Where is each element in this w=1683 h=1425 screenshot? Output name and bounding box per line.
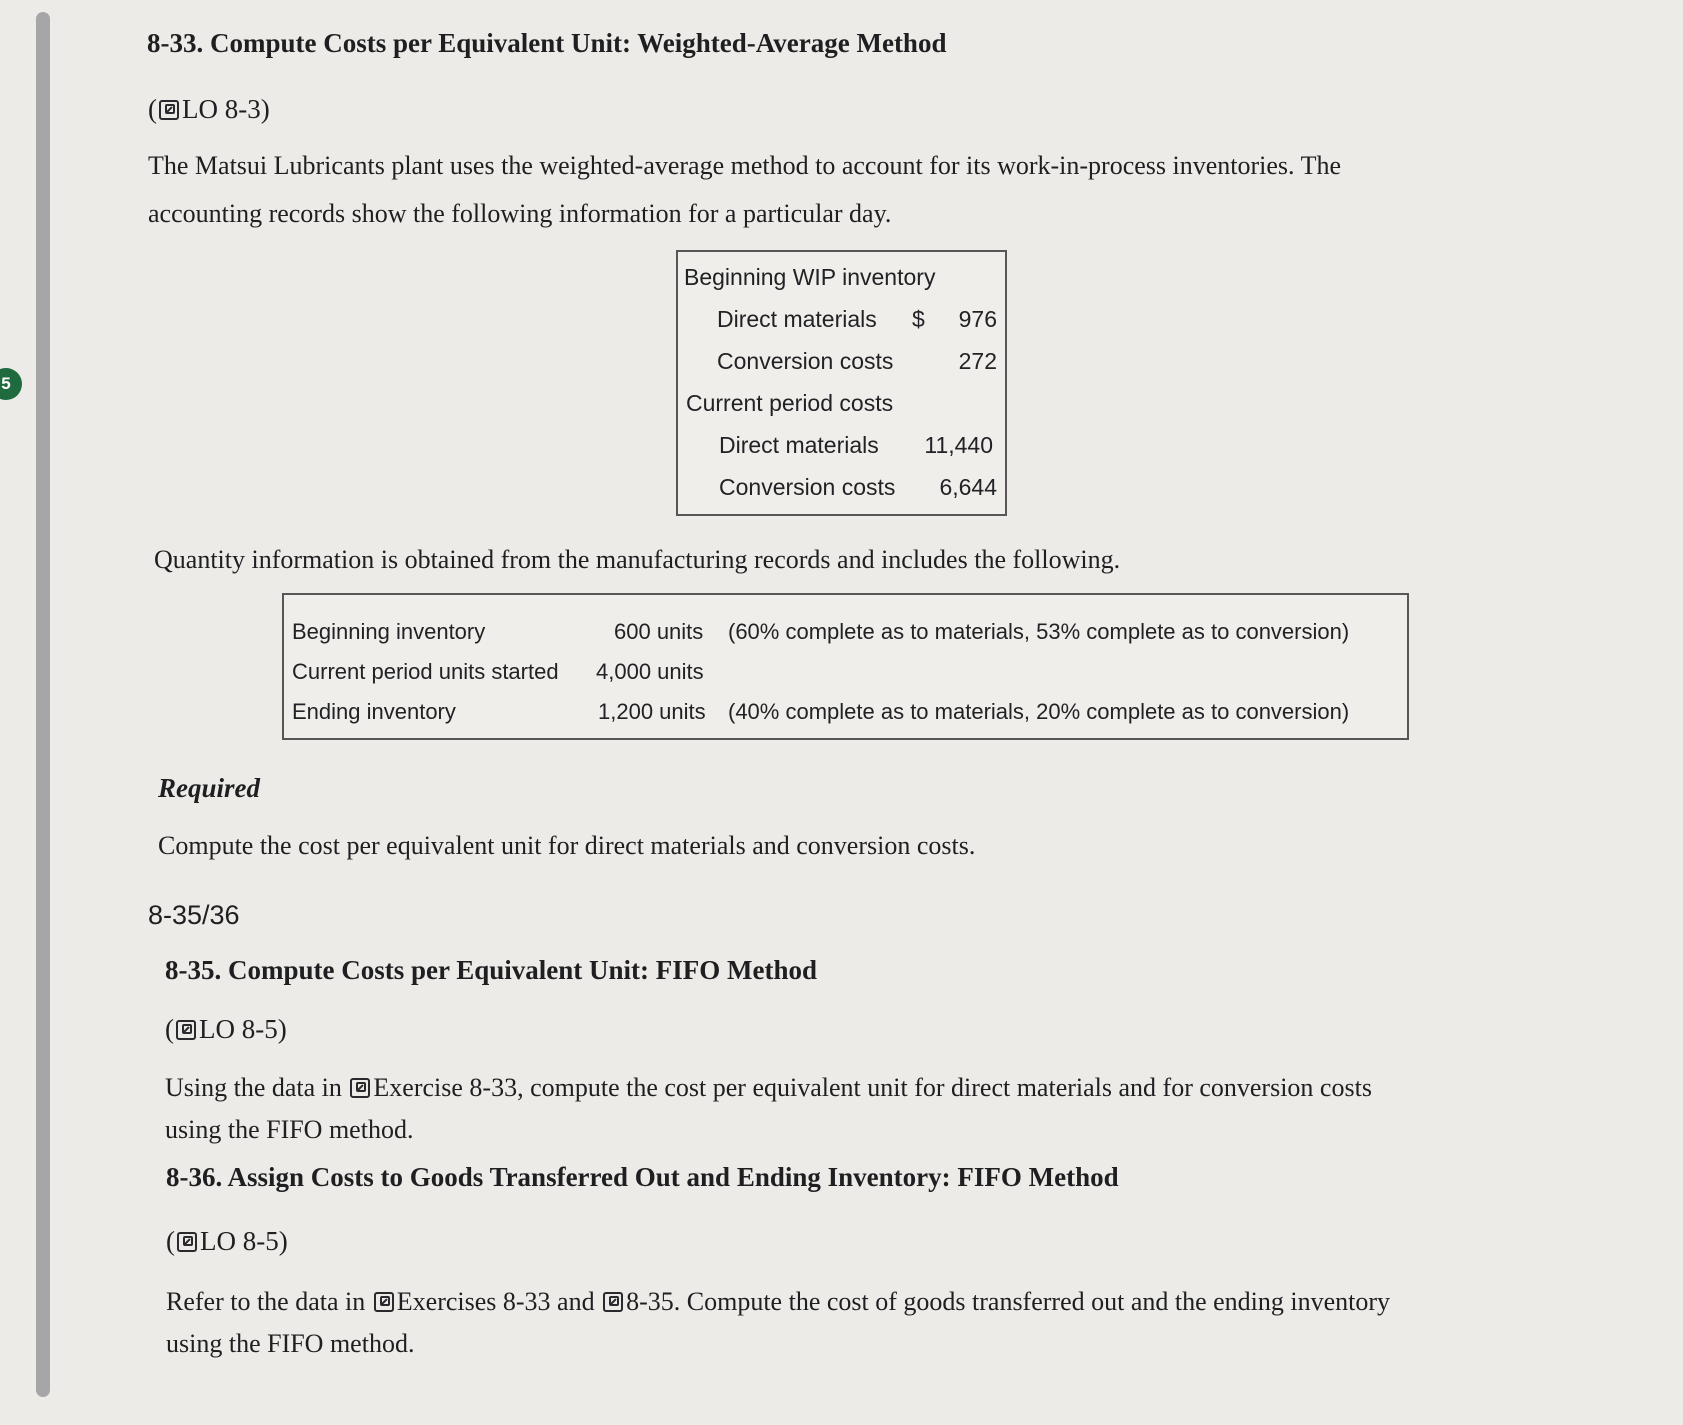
step-badge: 5 (0, 368, 22, 400)
quantity-table (282, 593, 1409, 740)
qty-row-label: Ending inventory (292, 699, 456, 724)
line-suffix: . Compute the cost of goods transferred out and the ending inventory (673, 1287, 1391, 1316)
cost-table (676, 250, 1007, 516)
qty-row-note: (60% complete as to materials, 53% complete as to conversion) (728, 619, 1350, 644)
qty-row-units: 1,200 units (598, 699, 706, 724)
qty-row-note: (40% complete as to materials, 20% complete as to conversion) (728, 699, 1350, 724)
exercise-836-title: 8-36. Assign Costs to Goods Transferred Out and Ending Inventory: FIFO Method (166, 1162, 1119, 1192)
external-link-icon[interactable] (603, 1292, 623, 1312)
required-heading: Required (158, 773, 261, 803)
lo-link[interactable]: LO 8-3) (182, 94, 270, 124)
current-period-header: Current period costs (686, 390, 894, 416)
exercise-833-title: 8-33. Compute Costs per Equivalent Unit: Weighted-Average Method (147, 28, 947, 58)
lo-open-paren: ( (166, 1226, 175, 1256)
exercise-835-line1 (165, 1066, 1372, 1110)
scrollbar[interactable] (36, 12, 50, 1397)
lo-link[interactable]: LO 8-5) (199, 1014, 287, 1044)
external-link-icon[interactable] (159, 100, 179, 120)
current-dm-value: 11,440 (924, 432, 993, 458)
external-link-icon[interactable] (350, 1078, 370, 1098)
exercise-835-title: 8-35. Compute Costs per Equivalent Unit: FIFO Method (165, 955, 818, 985)
line-prefix: Refer to the data in (166, 1287, 366, 1316)
exercise-836-line1 (166, 1280, 1390, 1324)
exercise-833-intro-line1: The Matsui Lubricants plant uses the weighted-average method to account for its work-in-process inventories. The (148, 151, 1342, 180)
exercise-link[interactable]: Exercises 8-33 (396, 1287, 551, 1316)
line-suffix: , compute the cost per equivalent unit for direct materials and for conversion costs (517, 1073, 1372, 1102)
line-connector: and (557, 1287, 595, 1316)
exercise-836-lo (166, 1226, 288, 1257)
exercise-835-line2: using the FIFO method. (165, 1115, 414, 1144)
external-link-icon[interactable] (177, 1232, 197, 1252)
lo-link[interactable]: LO 8-5) (200, 1226, 288, 1256)
exercise-833-lo (148, 94, 270, 125)
qty-row-label: Current period units started (292, 659, 559, 684)
qty-row-units: 600 units (614, 619, 704, 644)
exercise-link[interactable]: Exercise 8-33 (373, 1073, 518, 1102)
beginning-cc-value: 272 (958, 348, 997, 374)
beginning-dm-label: Direct materials (717, 306, 877, 332)
external-link-icon[interactable] (374, 1292, 394, 1312)
current-cc-value: 6,644 (939, 474, 997, 500)
current-cc-label: Conversion costs (719, 474, 896, 500)
lo-open-paren: ( (148, 94, 157, 124)
exercise-link[interactable]: 8-35 (626, 1287, 674, 1316)
quantity-intro: Quantity information is obtained from the manufacturing records and includes the following. (154, 545, 1121, 574)
exercise-835-lo (165, 1014, 287, 1045)
lo-open-paren: ( (165, 1014, 174, 1044)
beginning-cc-label: Conversion costs (717, 348, 894, 374)
beginning-dm-value: 976 (958, 306, 997, 332)
qty-row-units: 4,000 units (596, 659, 704, 684)
required-text: Compute the cost per equivalent unit for direct materials and conversion costs. (158, 831, 976, 860)
external-link-icon[interactable] (176, 1020, 196, 1040)
qty-row-label: Beginning inventory (292, 619, 486, 644)
exercise-836-line2: using the FIFO method. (166, 1329, 415, 1358)
line-prefix: Using the data in (165, 1073, 342, 1102)
current-dm-label: Direct materials (719, 432, 879, 458)
section-label: 8-35/36 (148, 900, 240, 930)
beginning-dm-currency: $ (912, 306, 925, 332)
beginning-wip-header: Beginning WIP inventory (684, 264, 936, 290)
exercise-833-intro-line2: accounting records show the following information for a particular day. (148, 199, 892, 228)
